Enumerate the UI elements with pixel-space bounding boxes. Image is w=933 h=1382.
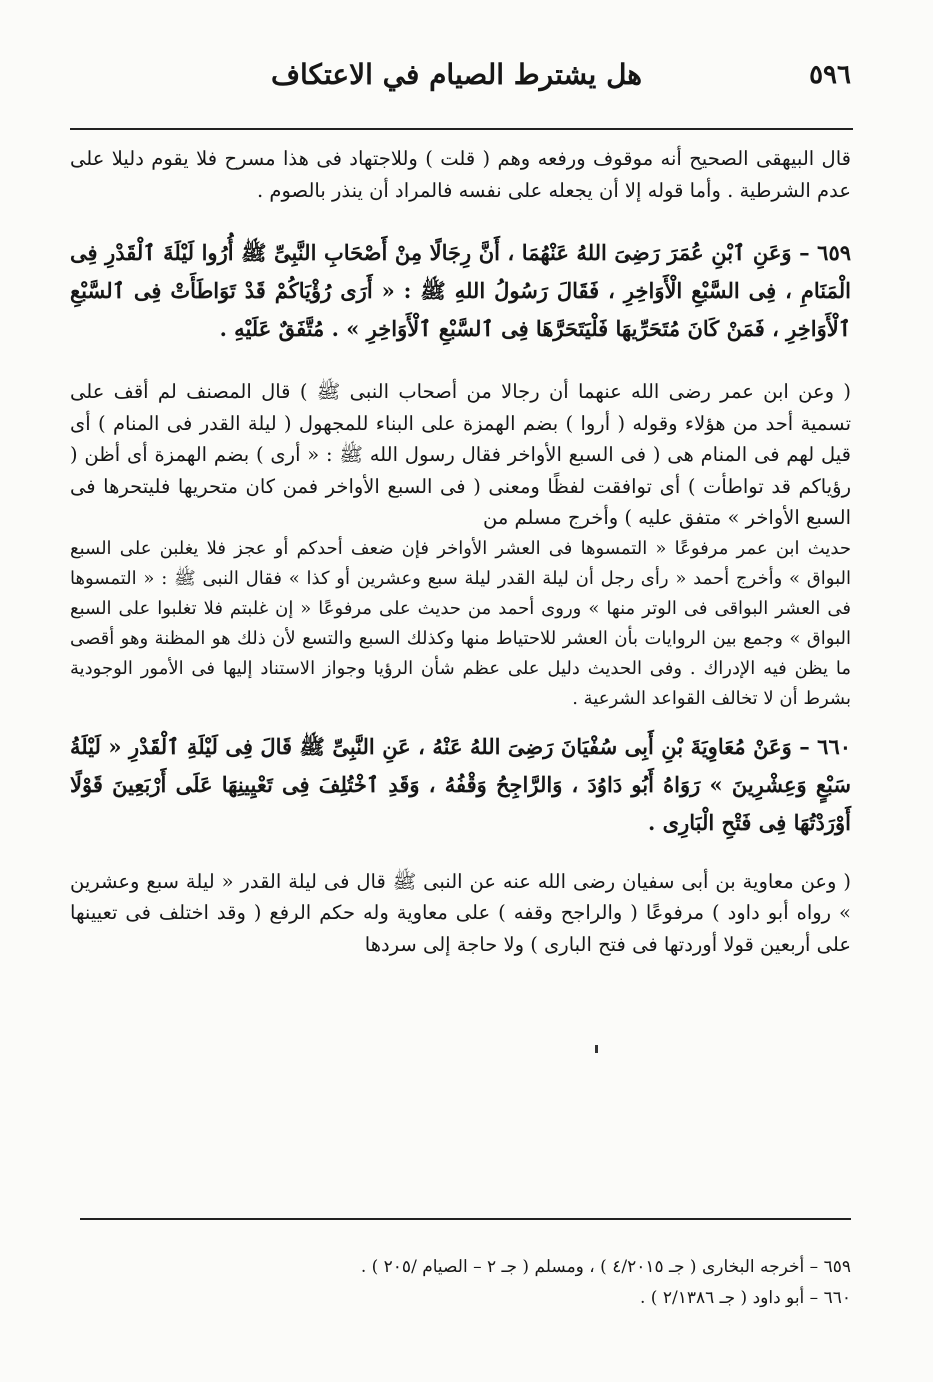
header-divider [70, 128, 853, 130]
main-text [70, 143, 851, 960]
hadith-659-text: وَعَنِ ٱبْنِ عُمَرَ رَضِىَ اللهُ عَنْهُمَا ، أَنَّ رِجَالًا مِنْ أَصْحَابِ النَّبِىِّ ﷺ أُرُوا لَيْلَةَ ٱلْقَدْرِ فِى الْمَنَامِ ، فِى السَّبْعِ الْأَوَاخِرِ ، فَقَالَ رَسُولُ اللهِ ﷺ : « أَرَى رُؤْيَاكُمْ قَدْ تَوَاطَأَتْ فِى ٱلسَّبْعِ ٱلْأَوَاخِرِ ، فَمَنْ كَانَ مُتَحَرِّيهَا فَلْيَتَحَرَّهَا فِى ٱلسَّبْعِ ٱلْأَوَاخِرِ » . مُتَّفَقٌ عَلَيْهِ . [70, 240, 851, 341]
hadith-660-number: ٦٦٠ – [799, 733, 852, 759]
ink-speck [595, 1045, 598, 1053]
commentary-660: ( وعن معاوية بن أبى سفيان رضى الله عنه عن النبى ﷺ قال فى ليلة القدر « ليلة سبع وعشرين » رواه أبو داود ) مرفوعًا ( والراجح وقفه ) على معاوية وله حكم الرفع ( وقد اختلف فى تعيينها على أربعين قولا أوردتها فى فتح البارى ) ولا حاجة إلى سردها [70, 869, 851, 956]
commentary-659: ( وعن ابن عمر رضى الله عنهما أن رجالا من أصحاب النبى ﷺ ) قال المصنف لم أقف على تسمية أحد من هؤلاء وقوله ( أروا ) بضم الهمزة على البناء للمجهول ( ليلة القدر فى المنام ) أى قيل لهم فى المنام هى ( فى السبع الأواخر فقال رسول الله ﷺ : « أرى ) بضم الهمزة أى أظن ( رؤياكم قد تواطأت ) أى توافقت لفظًا ومعنى ( فى السبع الأواخر فمن كان متحريها فليتحرها فى السبع الأواخر » متفق عليه ) وأخرج مسلم من [70, 380, 851, 529]
spacer [70, 206, 851, 234]
footnote-divider [80, 1218, 851, 1220]
spacer [70, 714, 851, 728]
page-header [62, 58, 851, 98]
intro-paragraph: قال البيهقى الصحيح أنه موقوف ورفعه وهم ( قلت ) وللاجتهاد فى هذا مسرح فلا يقوم دليلا على عدم الشرطية . وأما قوله إلا أن يجعله على نفسه فالمراد أن ينذر بالصوم . [70, 147, 851, 202]
page-number: ٥٩٦ [809, 60, 851, 90]
hadith-659-number: ٦٥٩ – [799, 240, 852, 265]
hadith-659 [70, 234, 851, 348]
hadith-660-text: وَعَنْ مُعَاوِيَةَ بْنِ أَبِى سُفْيَانَ رَضِىَ اللهُ عَنْهُ ، عَنِ النَّبِىِّ ﷺ قَالَ فِى لَيْلَةِ ٱلْقَدْرِ « لَيْلَةُ سَبْعٍ وَعِشْرِينَ » رَوَاهُ أَبُو دَاوُدَ ، وَالرَّاجِحُ وَقْفُهُ ، وَقَدِ ٱخْتُلِفَ فِى تَعْيِينِهَا عَلَى أَرْبَعِينَ قَوْلًا أَوْرَدْتُهَا فِى فَتْحِ الْبَارِى . [70, 733, 851, 835]
footnotes [80, 1252, 851, 1314]
commentary-659-continued: حديث ابن عمر مرفوعًا « التمسوها فى العشر الأواخر فإن ضعف أحدكم أو عجز فلا يغلبن على السبع البواق » وأخرج أحمد « رأى رجل أن ليلة القدر ليلة سبع وعشرين أو كذا » فقال النبى ﷺ : « التمسوها فى العشر البواقى فى الوتر منها » وروى أحمد من حديث على مرفوعًا « إن غلبتم فلا تغلبوا على السبع البواق » وجمع بين الروايات بأن العشر للاحتياط منها وكذلك السبع والتسع لأن ذلك هو المظنة وهو أقصى ما يظن فيه الإدراك . وفى الحديث دليل على عظم شأن الرؤيا وجواز الاستناد إليها فى الأمور الوجودية بشرط أن لا تخالف القواعد الشرعية . [70, 537, 851, 709]
footnote-660: ٦٦٠ – أبو داود ( جـ ٢/١٣٨٦ ) . [640, 1288, 851, 1308]
spacer [70, 348, 851, 376]
footnote-659: ٦٥٩ – أخرجه البخارى ( جـ ٤/٢٠١٥ ) ، ومسلم ( جـ ٢ – الصيام /٢٠٥ ) . [360, 1257, 851, 1277]
hadith-660 [70, 728, 851, 842]
spacer [70, 842, 851, 866]
running-title: هل يشترط الصيام في الاعتكاف [270, 58, 643, 91]
